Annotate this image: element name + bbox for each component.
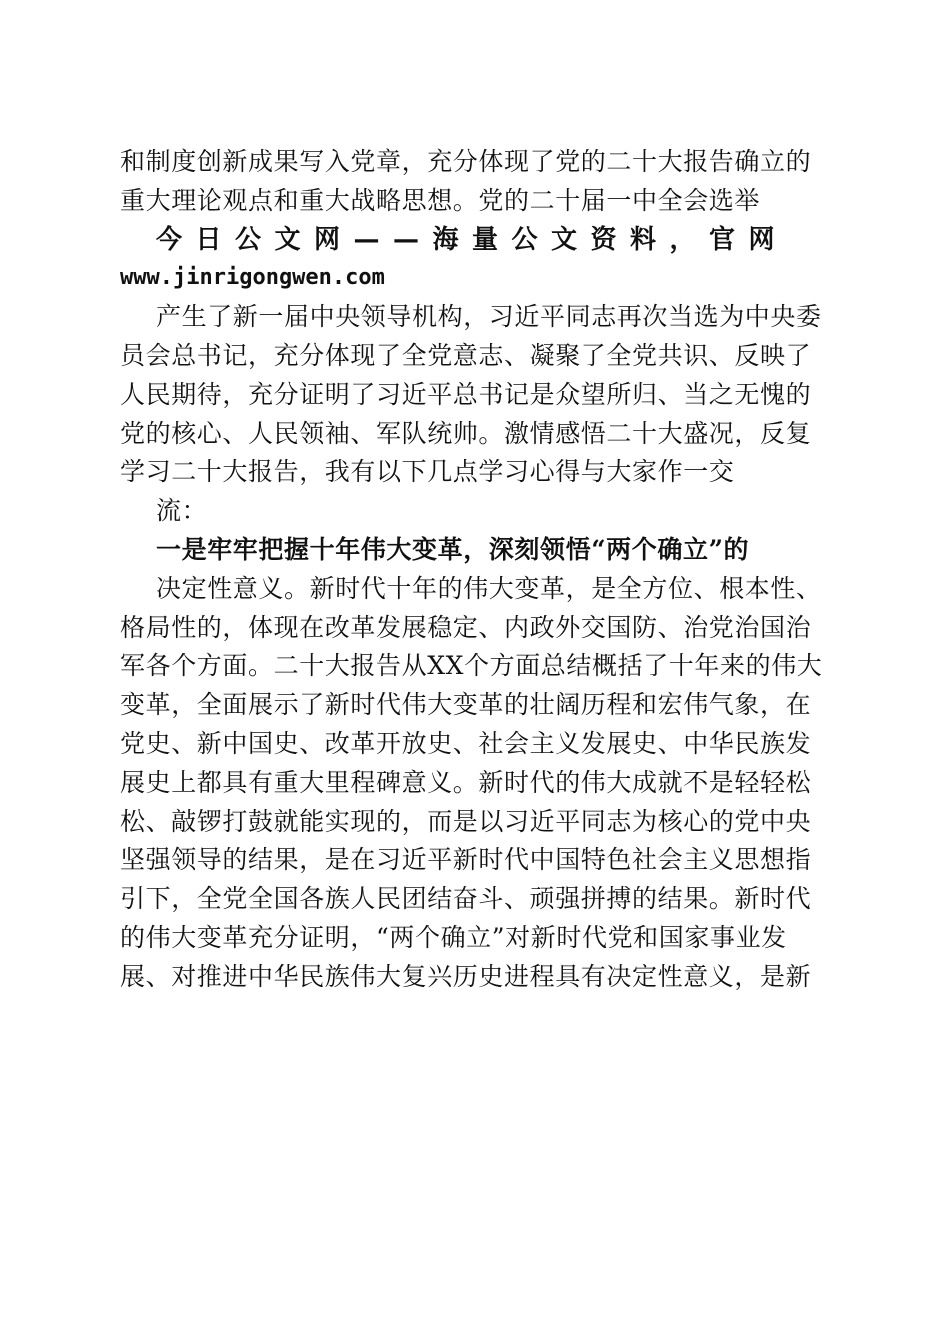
paragraph-line: 坚强领导的结果，是在习近平新时代中国特色社会主义思想指 bbox=[120, 845, 812, 875]
section-heading: 一是牢牢把握十年伟大变革，深刻领悟“两个确立”的 bbox=[156, 534, 750, 564]
document-page bbox=[120, 143, 830, 997]
paragraph-line: 松、敲锣打鼓就能实现的，而是以习近平同志为核心的党中央 bbox=[120, 806, 812, 836]
paragraph-line: 格局性的，体现在改革发展稳定、内政外交国防、治党治国治 bbox=[120, 612, 812, 642]
paragraph-line: 员会总书记，充分体现了全党意志、凝聚了全党共识、反映了 bbox=[120, 340, 812, 370]
paragraph-line: 人民期待，充分证明了习近平总书记是众望所归、当之无愧的 bbox=[120, 379, 812, 409]
paragraph-line: 引下，全党全国各族人民团结奋斗、顽强拼搏的结果。新时代 bbox=[120, 884, 812, 914]
paragraph-line: 军各个方面。二十大报告从XX个方面总结概括了十年来的伟大 bbox=[120, 651, 823, 681]
paragraph-line: 重大理论观点和重大战略思想。党的二十届一中全会选举 bbox=[120, 185, 761, 215]
watermark-url: www.jinrigongwen.com bbox=[120, 265, 385, 291]
paragraph-line: 党的核心、人民领袖、军队统帅。激情感悟二十大盛况，反复 bbox=[120, 418, 812, 448]
paragraph-line: 决定性意义。新时代十年的伟大变革，是全方位、根本性、 bbox=[156, 573, 822, 603]
paragraph-line: 展史上都具有重大里程碑意义。新时代的伟大成就不是轻轻松 bbox=[120, 767, 812, 797]
paragraph-line: 的伟大变革充分证明，“两个确立”对新时代党和国家事业发 bbox=[120, 922, 787, 952]
paragraph-line: 和制度创新成果写入党章，充分体现了党的二十大报告确立的 bbox=[120, 147, 812, 176]
watermark-banner: 今日公文网——海量公文资料，官网 bbox=[156, 224, 789, 255]
paragraph-line: 产生了新一届中央领导机构，习近平同志再次当选为中央委 bbox=[156, 302, 822, 332]
paragraph-line: 流： bbox=[156, 496, 208, 526]
paragraph-line: 党史、新中国史、改革开放史、社会主义发展史、中华民族发 bbox=[120, 728, 812, 758]
paragraph-line: 学习二十大报告，我有以下几点学习心得与大家作一交 bbox=[120, 457, 735, 487]
paragraph-line: 变革，全面展示了新时代伟大变革的壮阔历程和宏伟气象，在 bbox=[120, 690, 812, 720]
paragraph-line: 展、对推进中华民族伟大复兴历史进程具有决定性意义，是新 bbox=[120, 961, 812, 991]
